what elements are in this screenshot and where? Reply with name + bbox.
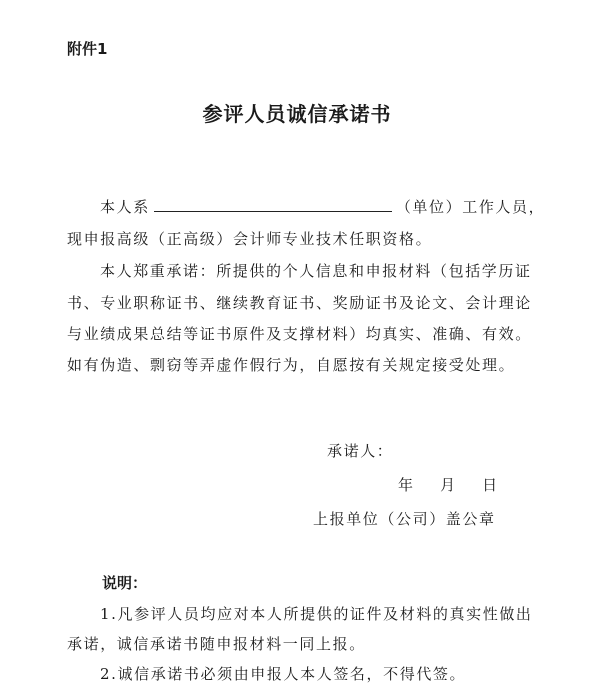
notes-heading: 说明： bbox=[102, 574, 148, 592]
sign-date: 年 月 日 bbox=[398, 476, 499, 494]
promisor-label: 承诺人： bbox=[327, 442, 394, 460]
statement-prefix: 本人系 bbox=[100, 198, 150, 216]
unit-seal-label: 上报单位（公司）盖公章 bbox=[313, 510, 496, 528]
attachment-label: 附件1 bbox=[67, 40, 108, 58]
unit-name-blank bbox=[154, 197, 392, 212]
pledge-line-1: 本人郑重承诺：所提供的个人信息和申报材料（包括学历证 bbox=[100, 262, 532, 280]
statement-line-2: 现申报高级（正高级）会计师专业技术任职资格。 bbox=[67, 230, 433, 248]
note-item-1: 1.凡参评人员均应对本人所提供的证件及材料的真实性做出 bbox=[100, 605, 533, 623]
note-item-1-cont: 承诺，诚信承诺书随申报材料一同上报。 bbox=[67, 635, 366, 653]
note-item-2: 2.诚信承诺书必须由申报人本人签名，不得代签。 bbox=[100, 665, 467, 683]
statement-line-1 bbox=[100, 196, 545, 217]
pledge-line-2: 书、专业职称证书、继续教育证书、奖励证书及论文、会计理论 bbox=[67, 294, 532, 312]
document-title: 参评人员诚信承诺书 bbox=[202, 102, 392, 126]
pledge-line-3: 与业绩成果总结等证书原件及支撑材料）均真实、准确、有效。 bbox=[67, 325, 532, 343]
pledge-line-4: 如有伪造、剽窃等弄虚作假行为，自愿按有关规定接受处理。 bbox=[67, 356, 516, 374]
statement-suffix: （单位）工作人员， bbox=[395, 198, 546, 216]
